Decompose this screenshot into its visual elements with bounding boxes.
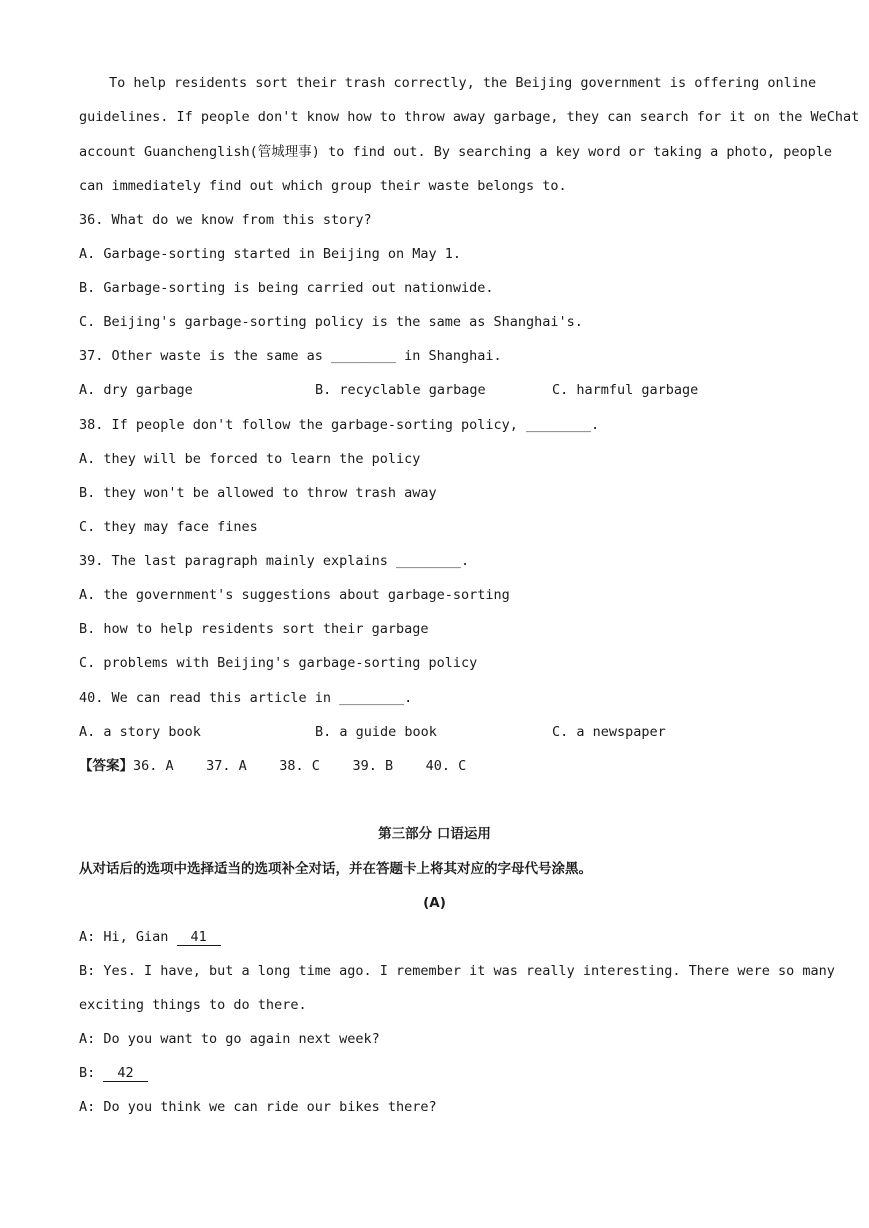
- dialogue-line: A: Do you want to go again next week?: [79, 1031, 380, 1047]
- option-36-b: B. Garbage-sorting is being carried out nationwide.: [79, 280, 494, 296]
- option-40-a: A. a story book: [79, 724, 201, 740]
- paragraph-line: account Guanchenglish(管城理事) to find out. By searching a key word or taking a photo, people: [79, 144, 832, 160]
- option-36-c: C. Beijing's garbage-sorting policy is the same as Shanghai's.: [79, 314, 583, 330]
- dialogue-line: exciting things to do there.: [79, 997, 307, 1013]
- dialogue-label: (A): [423, 895, 446, 911]
- dialogue-line: A: Do you think we can ride our bikes there?: [79, 1099, 437, 1115]
- option-38-a: A. they will be forced to learn the policy: [79, 451, 421, 467]
- dialogue-line: A: Hi, Gian 41: [79, 928, 221, 946]
- option-36-a: A. Garbage-sorting started in Beijing on May 1.: [79, 246, 462, 262]
- option-39-a: A. the government's suggestions about garbage-sorting: [79, 587, 510, 603]
- section-title: 第三部分 口语运用: [378, 826, 491, 842]
- paragraph-line: guidelines. If people don't know how to throw away garbage, they can search for it on the WeChat: [79, 109, 860, 125]
- option-37-b: B. recyclable garbage: [315, 382, 486, 398]
- answer-values: 36. A 37. A 38. C 39. B 40. C: [133, 758, 467, 774]
- question-39: 39. The last paragraph mainly explains ________.: [79, 553, 470, 569]
- option-37-a: A. dry garbage: [79, 382, 193, 398]
- question-38: 38. If people don't follow the garbage-sorting policy, ________.: [79, 417, 600, 433]
- section-instruction: 从对话后的选项中选择适当的选项补全对话，并在答题卡上将其对应的字母代号涂黑。: [79, 861, 592, 877]
- answer-key: [79, 757, 466, 775]
- answer-label: 【答案】: [79, 758, 133, 774]
- blank-42: 42: [103, 1065, 147, 1082]
- option-37-c: C. harmful garbage: [552, 382, 699, 398]
- question-37: 37. Other waste is the same as ________ in Shanghai.: [79, 348, 502, 364]
- dialogue-line: B: Yes. I have, but a long time ago. I remember it was really interesting. There were so many: [79, 963, 835, 979]
- blank-41: 41: [177, 929, 221, 946]
- paragraph-line: can immediately find out which group their waste belongs to.: [79, 178, 567, 194]
- option-40-c: C. a newspaper: [552, 724, 666, 740]
- option-39-b: B. how to help residents sort their garbage: [79, 621, 429, 637]
- question-36: 36. What do we know from this story?: [79, 212, 372, 228]
- option-38-b: B. they won't be allowed to throw trash away: [79, 485, 437, 501]
- option-40-b: B. a guide book: [315, 724, 437, 740]
- option-39-c: C. problems with Beijing's garbage-sorting policy: [79, 655, 478, 671]
- question-40: 40. We can read this article in ________.: [79, 690, 413, 706]
- dialogue-line: B: 42: [79, 1064, 148, 1082]
- option-38-c: C. they may face fines: [79, 519, 258, 535]
- paragraph-line: To help residents sort their trash correctly, the Beijing government is offering online: [109, 75, 817, 91]
